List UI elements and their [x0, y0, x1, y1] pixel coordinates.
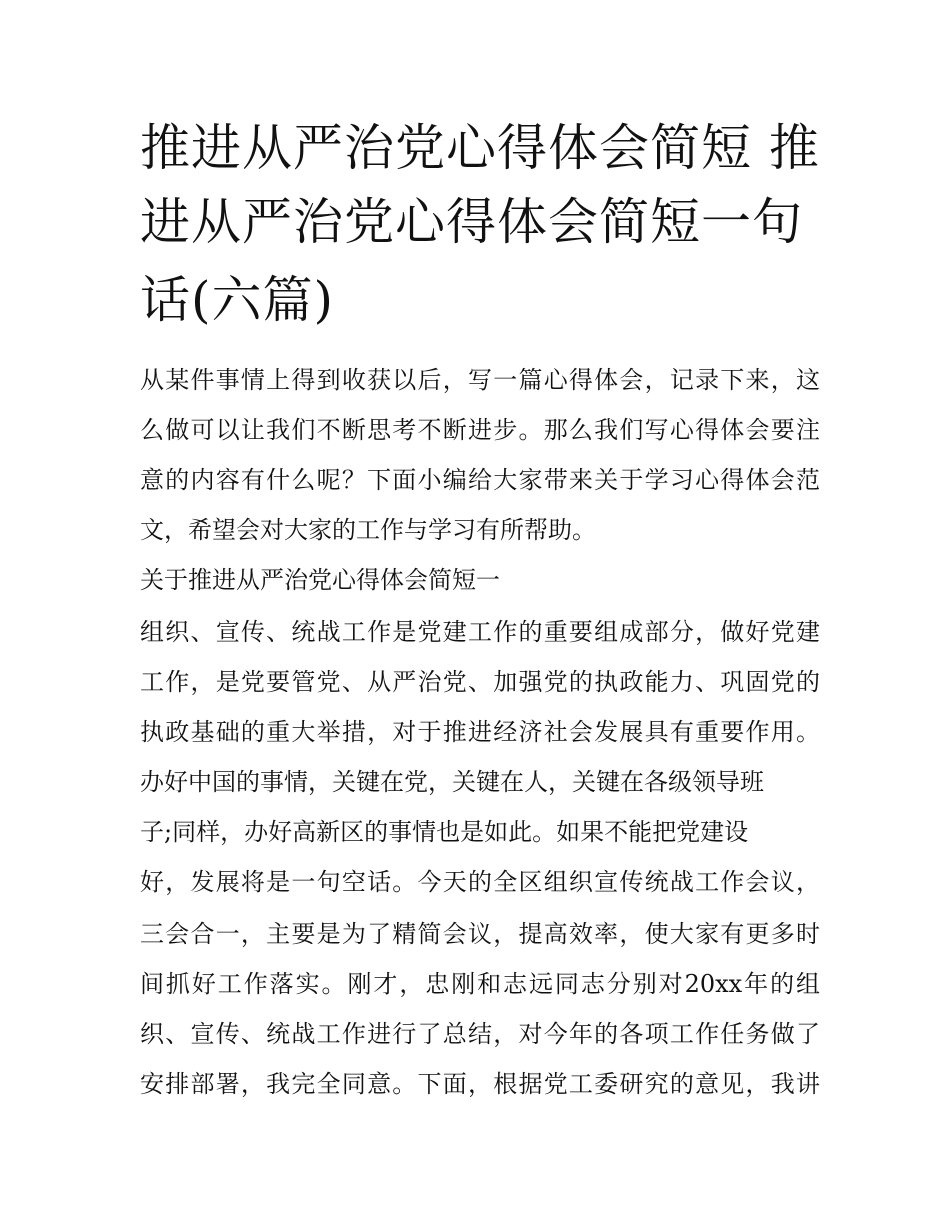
paragraph-line: 组织、宣传、统战工作是党建工作的重要组成部分，做好党建: [140, 618, 820, 646]
paragraph-line: 织、宣传、统战工作进行了总结，对今年的各项工作任务做了: [140, 1020, 820, 1048]
paragraph-line: 子;同样，办好高新区的事情也是如此。如果不能把党建设: [140, 818, 749, 846]
document-title-line-2: 进从严治党心得体会简短一句: [140, 193, 803, 251]
paragraph-line: 文，希望会对大家的工作与学习有所帮助。: [140, 516, 596, 544]
paragraph-line: 意的内容有什么呢？下面小编给大家带来关于学习心得体会范: [140, 466, 820, 494]
paragraph-line: 办好中国的事情，关键在党，关键在人，关键在各级领导班: [140, 768, 764, 796]
paragraph-line: 好，发展将是一句空话。今天的全区组织宣传统战工作会议，: [140, 868, 820, 896]
paragraph-line: 执政基础的重大举措，对于推进经济社会发展具有重要作用。: [140, 718, 820, 746]
paragraph-line: 么做可以让我们不断思考不断进步。那么我们写心得体会要注: [140, 416, 820, 444]
paragraph-line: 工作，是党要管党、从严治党、加强党的执政能力、巩固党的: [140, 668, 820, 696]
section-heading: 关于推进从严治党心得体会简短一: [140, 566, 500, 594]
paragraph-line: 三会合一，主要是为了精简会议，提高效率，使大家有更多时: [140, 920, 820, 948]
document-title-line-1: 推进从严治党心得体会简短 推: [140, 119, 820, 177]
paragraph-line: 间抓好工作落实。刚才，忠刚和志远同志分别对20xx年的组: [140, 970, 820, 998]
paragraph-line: 安排部署，我完全同意。下面，根据党工委研究的意见，我讲: [140, 1070, 820, 1098]
paragraph-line: 从某件事情上得到收获以后，写一篇心得体会，记录下来，这: [140, 366, 820, 394]
document-title-line-3: 话(六篇): [140, 271, 335, 329]
